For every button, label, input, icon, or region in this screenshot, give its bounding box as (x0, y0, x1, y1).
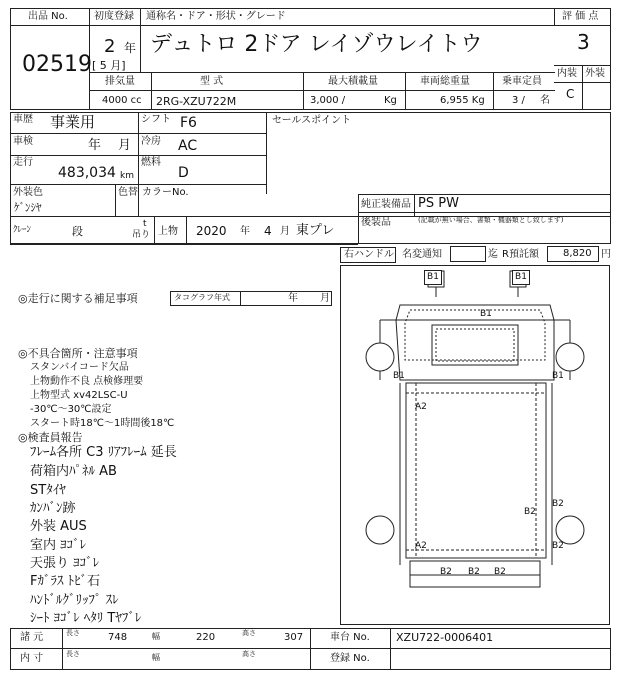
inspector-title: ◎検査員報告 (18, 431, 83, 444)
lot-label: 出品 No. (28, 11, 68, 22)
interior-grade: C (566, 87, 575, 101)
year-unit: 年 (124, 41, 137, 55)
capacity-value: 3 / (512, 95, 525, 106)
ac-label: 冷房 (141, 136, 161, 147)
inspection-label: 車検 (13, 136, 33, 147)
mileage-note: 迄 (488, 249, 498, 260)
defect-line: 上物動作不良 点検修理要 (30, 376, 144, 387)
defect-line: 上物型式 xv42LSC-U (30, 390, 128, 401)
chassis-value: XZU722-0006401 (396, 631, 494, 644)
gross-weight-label: 車両総重量 (420, 76, 470, 87)
mileage-change-box (450, 246, 486, 262)
tacho-month: 月 (320, 293, 330, 304)
lot-number: 02519 (22, 52, 92, 77)
damage-mark: B2 (552, 541, 564, 551)
length-label: 長さ (66, 629, 80, 637)
in-height-label: 高さ (242, 650, 256, 658)
inspector-line: ﾌﾚｰﾑ各所 C3 ﾘｱﾌﾚｰﾑ 延長 (30, 445, 177, 460)
body-month: 4 (264, 224, 272, 238)
mileage-label: 走行 (13, 157, 33, 168)
inspector-line: 室内 ﾖｺﾞﾚ (30, 538, 87, 553)
in-length-label: 長さ (66, 650, 80, 658)
damage-mark: B2 (524, 507, 536, 517)
length-value: 748 (108, 632, 128, 643)
inspection-year: 年 (88, 138, 102, 153)
model-code-value: 2RG-XZU722M (156, 95, 237, 108)
damage-mark: A2 (415, 541, 427, 551)
gross-weight-value: 6,955 Kg (440, 95, 485, 106)
damage-mark: A2 (415, 402, 427, 412)
inspector-line: 天張り ﾖｺﾞﾚ (30, 556, 100, 571)
width-value: 220 (196, 632, 216, 643)
damage-mark: B1 (512, 270, 530, 285)
vehicle-name: デュトロ 2ドア レイゾウレイトウ (150, 32, 483, 57)
interior-label: 内装 (557, 68, 577, 79)
crane-stage: 段 (72, 225, 83, 238)
aftermarket-note: (記載が無い場合、書類・機器類とし致します) (418, 216, 564, 224)
defects-title: ◎不具合箇所・注意事項 (18, 347, 138, 360)
crane-hang: 吊り (132, 230, 151, 240)
displacement-value: 4000 cc (102, 95, 142, 106)
chassis-label: 車台 No. (330, 632, 370, 643)
inspector-line: STﾀｲﾔ (30, 483, 66, 498)
color-no-label: カラーNo. (142, 187, 189, 198)
body-year: 2020 (196, 224, 227, 238)
damage-mark: B2 (440, 567, 452, 577)
aftermarket-label: 後装品 (361, 217, 391, 228)
interior-dims-label: 内 寸 (20, 653, 44, 664)
dims-label: 諸 元 (20, 632, 44, 643)
inspector-line: ｶﾝﾊﾞﾝ跡 (30, 501, 76, 516)
mileage-value: 483,034 (58, 165, 116, 181)
inspector-line: 外装 AUS (30, 519, 87, 534)
history-label: 車歴 (13, 114, 33, 125)
score-label: 評 価 点 (562, 11, 599, 22)
ext-color-label: 外装色 (13, 187, 43, 198)
height-value: 307 (284, 632, 304, 643)
equipment-value: PS PW (418, 196, 459, 211)
history-value: 事業用 (50, 113, 96, 131)
crane-ton-top: t (143, 219, 147, 229)
body-label: 上物 (158, 226, 178, 237)
inspector-line: 荷箱内ﾊﾟﾈﾙ AB (30, 464, 117, 479)
shift-label: シフト (141, 114, 171, 125)
width-label: 幅 (152, 632, 160, 641)
damage-mark: B2 (468, 567, 480, 577)
capacity-unit: 名 (540, 95, 550, 106)
damage-mark: B1 (480, 309, 492, 319)
model-code-label: 型 式 (200, 76, 224, 87)
equipment-label: 純正装備品 (361, 199, 411, 210)
defect-line: -30℃～30℃設定 (30, 404, 112, 415)
max-load-unit: Kg (384, 95, 397, 106)
first-reg-label: 初度登録 (94, 11, 134, 22)
ac-value: AC (178, 138, 198, 154)
damage-mark: B2 (552, 499, 564, 509)
max-load-label: 最大積載量 (328, 76, 378, 87)
inspector-line: Fｶﾞﾗｽ ﾄﾋﾞ石 (30, 574, 101, 589)
score-value: 3 (577, 30, 590, 54)
inspection-month: 月 (118, 138, 132, 153)
body-maker: 東プレ (296, 223, 335, 238)
inspector-line: ｼｰﾄ ﾖｺﾞﾚ ﾍﾀﾘ Tﾔﾌﾞﾚ (30, 611, 142, 626)
model-info-label: 通称名・ドア・形状・グレード (146, 11, 286, 22)
r-deposit-value: 8,820 (563, 248, 592, 259)
ext-color-value: ｹﾞﾝｼﾔ (14, 201, 42, 214)
displacement-label: 排気量 (105, 76, 135, 87)
mileage-change-label: 名変通知 (402, 249, 442, 260)
defect-line: スタート時18℃～1時間後18℃ (30, 418, 175, 429)
capacity-label: 乗車定員 (502, 76, 542, 87)
tacho-year: 年 (288, 293, 298, 304)
damage-mark: B2 (494, 567, 506, 577)
sales-point-label: セールスポイント (272, 115, 352, 126)
defect-line: スタンバイコード欠品 (30, 362, 129, 373)
damage-mark: B1 (424, 270, 442, 285)
year-value: 2 (104, 36, 116, 57)
registration-label: 登録 No. (330, 653, 370, 664)
damage-mark: B1 (552, 371, 564, 381)
inspector-line: ﾊﾝﾄﾞﾙｸﾞﾘｯﾌﾟ ｽﾚ (30, 593, 119, 608)
shift-value: F6 (180, 115, 197, 131)
crane-label: ｸﾚｰﾝ (13, 225, 32, 235)
month-value: [ 5 月] (92, 59, 126, 72)
color-code-label: 色替 (118, 187, 138, 198)
in-width-label: 幅 (152, 653, 160, 662)
max-load-value: 3,000 / (310, 95, 346, 106)
tacho-label: タコグラフ年式 (174, 293, 230, 302)
height-label: 高さ (242, 629, 256, 637)
body-month-unit: 月 (280, 226, 290, 237)
body-year-unit: 年 (240, 226, 250, 237)
r-deposit-unit: 円 (601, 249, 611, 260)
r-odometer-label: R預託額 (502, 249, 539, 260)
fuel-value: D (178, 165, 189, 181)
mileage-unit: km (120, 171, 134, 181)
driving-notes-title: ◎走行に関する補足事項 (18, 292, 138, 305)
exterior-label: 外装 (585, 68, 605, 79)
damage-mark: B1 (393, 371, 405, 381)
rhd-label: 右ハンドル (344, 249, 394, 260)
fuel-label: 燃料 (141, 157, 161, 168)
